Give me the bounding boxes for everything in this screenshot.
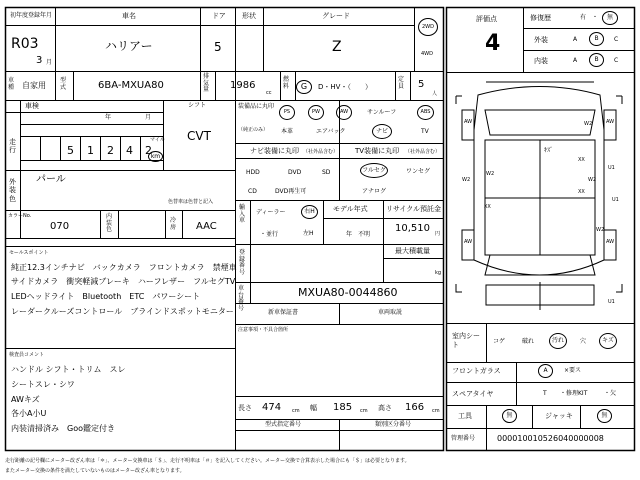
use-value: 自家用 [22, 81, 46, 90]
selling-line-1: 純正12.3インチナビ バックカメラ フロントカメラ 禁煙車 [11, 263, 237, 272]
nav-sub: （社外品含む） [303, 149, 339, 155]
chassis-header: 車台番号 [238, 285, 245, 312]
diagram-label-10: W2 [486, 171, 495, 177]
interior-grade-header: 内装 [534, 57, 548, 65]
manual: 車両取説 [378, 309, 403, 316]
diagram-label-2: W2 [462, 177, 471, 183]
tv-header: TV装備に丸印 [355, 147, 400, 155]
inspection-header: 車検 [25, 102, 39, 110]
color-no-value: 070 [50, 221, 70, 232]
equipment-header: 装備品に丸印 [238, 103, 275, 110]
repair-yes: 有 [580, 14, 587, 21]
nav-opt-dvdplay: DVD再生可 [275, 188, 307, 195]
tv-sub: （社外品含む） [405, 149, 441, 155]
diagram-label-9: XX [484, 204, 491, 210]
navi-circle: ナビ [372, 124, 392, 139]
selling-line-4: レーダークルーズコントロール ブラインドスポットモニター [11, 307, 234, 316]
grade-value: Z [332, 39, 342, 55]
hei-unit: cm [432, 408, 440, 414]
inspector-line-2: シートスレ・シワ [11, 380, 75, 389]
spare-none: ・欠 [604, 390, 617, 397]
use-header: 車種 [8, 77, 15, 91]
nav-header: ナビ装備に丸印 [250, 147, 299, 155]
import-dealer: ディーラー [256, 209, 286, 216]
diagram-label-7: U1 [608, 165, 615, 171]
interior-color-header: 内装色 [106, 213, 113, 234]
diagram-label-8: U1 [612, 197, 619, 203]
seat-opt-tear: 破れ [522, 338, 535, 345]
seat-opt-scratch-circle: キズ [599, 333, 617, 349]
steer-left: 左H [303, 230, 314, 237]
selling-line-2: サイドカメラ 衝突軽減ブレーキ ハーフレザー フルセグTV [11, 277, 236, 286]
nav-opt-hdd: HDD [246, 169, 260, 176]
exterior-header: 外装 [534, 36, 548, 44]
repair-header: 修復歴 [530, 14, 551, 22]
wid-value: 185 [333, 402, 353, 413]
steer-right-circle: 右H [301, 205, 318, 219]
diagram-label-14: AW [606, 239, 615, 245]
door-header: ドア [212, 12, 226, 20]
footer-line-2: またメーター交換の条件を満たしていないものはメーター改ざん車となります。 [5, 468, 185, 474]
recycle-header: リサイクル預託金 [386, 205, 442, 213]
drive-2wd-circle: 2WD [418, 18, 438, 36]
inspector-line-4: 各小A小U [11, 409, 47, 418]
int-grade-b-circle: B [589, 53, 604, 67]
abs-circle: ABS [417, 105, 434, 120]
jack-header: ジャッキ [545, 412, 573, 420]
spare-t: T [543, 390, 547, 397]
leather-label: 本革 [281, 128, 294, 135]
ac-header: 冷房 [170, 217, 177, 231]
color-no-header: カラーNo. [8, 213, 32, 219]
nav-opt-dvd: DVD [288, 169, 302, 176]
nav-opt-cd: CD [248, 188, 257, 195]
ps-circle: PS [279, 105, 295, 120]
int-grade-a: A [573, 57, 578, 64]
grade-header: グレード [322, 12, 350, 20]
person-unit: 人 [432, 91, 438, 97]
score-header: 評価点 [476, 15, 497, 23]
len-value: 474 [262, 402, 282, 413]
yen-unit: 円 [435, 231, 441, 237]
glass-a-circle: A [538, 364, 553, 378]
month-unit: 月 [46, 59, 53, 66]
new-warranty: 新車保証書 [268, 309, 299, 316]
ext-color-value: パール [36, 174, 66, 185]
shape-header: 形状 [242, 12, 256, 20]
odo-digit-4: 4 [126, 144, 133, 157]
equipment-sub: （純正のみ） [238, 127, 269, 133]
len-unit: cm [292, 408, 300, 414]
model-year-value: 年 不明 [346, 231, 371, 238]
car-diagram [456, 82, 622, 310]
import-header: 輸入車 [239, 204, 246, 225]
model-header: 型式 [60, 77, 67, 91]
kg-unit: kg [435, 270, 442, 276]
int-grade-c: C [614, 57, 619, 64]
model-value: 6BA-MXUA80 [98, 80, 164, 91]
repair-no-circle: 無 [602, 11, 618, 25]
recycle-value: 10,510 [395, 223, 430, 234]
ext-color-header: 外装色 [9, 178, 16, 203]
diagram-label-15: ｷｽﾞ [544, 147, 554, 154]
mileage-unit: マイル [150, 137, 165, 143]
hei-header: 高さ [378, 404, 392, 412]
airbag-label: エアバック [316, 128, 346, 135]
selling-line-3: LEDヘッドライト Bluetooth ETC パワーシート [11, 292, 201, 301]
tools-none-circle: 無 [502, 409, 517, 423]
odo-digit-3: 2 [107, 144, 114, 157]
odo-digit-1: 5 [67, 144, 74, 157]
ext-grade-b-circle: B [589, 32, 604, 46]
chassis-value: MXUA80-0044860 [298, 286, 398, 299]
tv-opt-analog: アナログ [362, 188, 387, 195]
type-no-header: 型式指定番号 [265, 421, 302, 428]
aw-circle: AW [336, 105, 352, 120]
reg-no-header: 登録番号 [239, 249, 246, 276]
reg-year-header: 初年度登録年月 [10, 12, 53, 19]
inspector-line-1: ハンドル シフト・トリム スレ [11, 365, 126, 374]
selling-points-header: セールスポイント [9, 250, 49, 256]
seat-opt-hole: 穴 [580, 338, 587, 345]
year-label: 年 [105, 114, 112, 121]
diagram-label-3: W2 [588, 177, 597, 183]
wid-header: 幅 [310, 404, 317, 412]
odo-digit-5: 2 [145, 144, 152, 157]
capacity-header: 定員 [398, 76, 405, 90]
cc-unit: cc [266, 90, 272, 96]
pw-circle: PW [308, 105, 324, 120]
fuel-g-circle: G [296, 80, 312, 94]
odo-digit-2: 1 [87, 144, 94, 157]
diagram-label-13: AW [464, 239, 473, 245]
ac-value: AAC [196, 221, 217, 232]
diagram-label-12: AW [606, 119, 615, 125]
seat-opt-dirt-circle: 汚れ [549, 333, 567, 349]
km-circle: km [148, 151, 163, 162]
diagram-label-11: AW [464, 119, 473, 125]
mgmt-no-header: 管理番号 [451, 435, 476, 442]
shift-value: CVT [187, 129, 211, 143]
car-name-value: ハリアー [105, 39, 153, 53]
fuel-header: 燃料 [283, 76, 290, 90]
car-name-header: 車名 [122, 12, 136, 20]
repair-sep: ・ [592, 14, 599, 21]
spare-header: スペアタイヤ [452, 390, 494, 398]
displacement-header: 排気量 [203, 73, 210, 94]
footer-line-1: 走行距離の記号欄にメーター改ざん車は「＊」、メーター交換車は「＄」、走行不明車は「＃」を記入してください。メーター交換で合算表示した場合にも「＄」は必要となります。 [5, 458, 410, 464]
odo-header: 走行 [9, 138, 16, 155]
jack-none-circle: 無 [597, 409, 612, 423]
drive-4wd: 4WD [421, 51, 433, 57]
ext-grade-c: C [614, 36, 619, 43]
door-value: 5 [214, 40, 222, 54]
inspector-line-5: 内装清掃済み Goo鑑定付き [11, 424, 115, 433]
tv-opt-oneseg: ワンセグ [406, 168, 431, 175]
diagram-label-6: XX [578, 189, 585, 195]
wid-unit: cm [360, 408, 368, 414]
shift-header: シフト [188, 102, 207, 109]
nav-opt-sd: SD [322, 169, 331, 176]
seat-opt-burn: コゲ [493, 338, 506, 345]
reg-month-value: 3 [36, 55, 43, 66]
diagram-label-5: XX [578, 157, 585, 163]
seat-header: 室内シート [452, 332, 480, 350]
tools-header: 工具 [458, 412, 472, 420]
hei-value: 166 [405, 402, 425, 413]
len-header: 長さ [238, 404, 252, 412]
fuel-options: D・HV・（ ） [318, 83, 372, 91]
diagram-label-4: W2 [596, 227, 605, 233]
notes-header: 注意事項・不具合箇所 [238, 327, 289, 333]
max-load-header: 最大積載量 [395, 247, 430, 255]
diagram-label-1: W2 [584, 121, 593, 127]
glass-need: ×要ス [564, 367, 582, 374]
reg-year-value: R03 [11, 36, 39, 52]
ext-grade-a: A [573, 36, 578, 43]
spare-kit: ・修理KIT [560, 390, 588, 397]
inspector-header: 検査員コメント [9, 352, 45, 358]
diagram-label-16: U1 [608, 299, 615, 305]
class-no-header: 類別区分番号 [375, 421, 412, 428]
color-note: 色替車は色替と記入 [168, 199, 214, 205]
front-glass-header: フロントガラス [452, 367, 501, 375]
import-parallel: ・並行 [260, 231, 279, 238]
capacity-value: 5 [418, 79, 425, 90]
inspector-line-3: AWキズ [11, 395, 40, 404]
displacement-value: 1986 [230, 80, 256, 91]
model-year-header: モデル年式 [333, 205, 368, 213]
tv-label: TV [421, 128, 429, 135]
mgmt-no-value: 000010010526040000008 [497, 434, 604, 443]
tv-opt-fullseg-circle: フルセグ [360, 163, 388, 178]
score-value: 4 [485, 31, 501, 56]
sunroof-label: サンルーフ [367, 109, 397, 116]
month-label: 月 [145, 114, 152, 121]
